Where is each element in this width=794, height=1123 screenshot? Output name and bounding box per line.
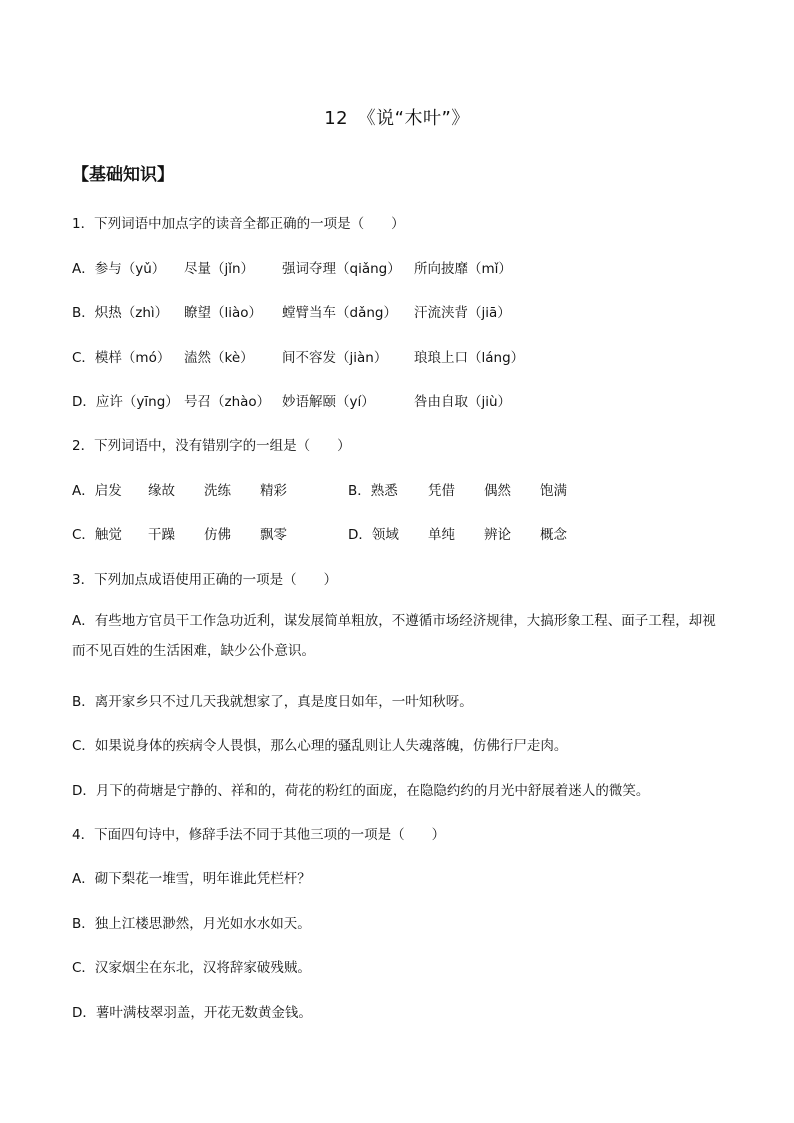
- q2-d-4: 概念: [540, 527, 567, 543]
- q2-a-2: 缘故: [148, 483, 175, 499]
- q1-c-1: C．模样（mó）: [72, 350, 171, 366]
- q2-stem: 2．下列词语中，没有错别字的一组是（ ）: [72, 438, 351, 454]
- q2-b-4: 饱满: [540, 483, 567, 499]
- q2-a-4: 精彩: [260, 483, 287, 499]
- q1-d-4: 咎由自取（jiù）: [414, 394, 512, 410]
- q4-option-d: D．薯叶满枝翠羽盖，开花无数黄金钱。: [72, 1005, 312, 1021]
- q1-c-2: 溘然（kè）: [184, 350, 254, 366]
- q2-c-1: C．触觉: [72, 527, 122, 543]
- q2-d-1: D．领域: [348, 527, 399, 543]
- q1-d-2: 号召（zhào）: [184, 394, 271, 410]
- q1-d-3: 妙语解颐（yí）: [282, 394, 375, 410]
- q2-c-2: 干躁: [148, 527, 175, 543]
- q1-b-3: 螳臂当车（dǎng）: [282, 305, 397, 321]
- q1-stem: 1．下列词语中加点字的读音全都正确的一项是（ ）: [72, 216, 405, 232]
- q2-a-3: 洗练: [204, 483, 231, 499]
- q3-stem: 3．下列加点成语使用正确的一项是（ ）: [72, 572, 338, 588]
- q2-options-cd: [72, 523, 567, 543]
- q3-option-a: A．有些地方官员干工作急功近利，谋发展简单粗放，不遵循市场经济规律，大搞形象工程、面子工程，却视而不见百姓的生活困难，缺少公仆意识。: [72, 613, 716, 659]
- q1-a-4: 所向披靡（mǐ）: [414, 261, 512, 277]
- q4-option-c: C．汉家烟尘在东北，汉将辞家破残贼。: [72, 960, 311, 976]
- q2-c-3: 仿佛: [204, 527, 231, 543]
- q4-option-a: A．砌下梨花一堆雪，明年谁此凭栏杆？: [72, 871, 311, 887]
- q3-option-d: D．月下的荷塘是宁静的、祥和的，荷花的粉红的面庞，在隐隐约约的月光中舒展着迷人的微笑。: [72, 783, 650, 799]
- q3-option-c: C．如果说身体的疾病令人畏惧，那么心理的骚乱则让人失魂落魄，仿佛行尸走肉。: [72, 738, 568, 754]
- q1-c-3: 间不容发（jiàn）: [282, 350, 388, 366]
- q1-b-4: 汗流浃背（jiā）: [414, 305, 511, 321]
- q1-option-b: [72, 301, 511, 321]
- q1-c-4: 琅琅上口（láng）: [414, 350, 525, 366]
- q1-option-c: [72, 346, 524, 366]
- q2-options-ab: [72, 479, 567, 499]
- q1-option-a: [72, 257, 512, 277]
- q1-b-2: 瞭望（liào）: [184, 305, 263, 321]
- q1-option-d: [72, 390, 511, 410]
- q1-a-3: 强词夺理（qiǎng）: [282, 261, 401, 277]
- q2-b-3: 偶然: [484, 483, 511, 499]
- section-heading: 【基础知识】: [72, 165, 174, 185]
- page-title: 12 《说“木叶”》: [324, 108, 470, 129]
- q2-b-1: B．熟悉: [348, 483, 398, 499]
- q1-b-1: B．炽热（zhì）: [72, 305, 169, 321]
- q2-d-3: 辨论: [484, 527, 511, 543]
- q2-a-1: A．启发: [72, 483, 122, 499]
- q2-c-4: 飘零: [260, 527, 287, 543]
- q1-d-1: D．应许（yīng）: [72, 394, 179, 410]
- q3-option-b: B．离开家乡只不过几天我就想家了，真是度日如年，一叶知秋呀。: [72, 694, 473, 710]
- q1-a-2: 尽量（jǐn）: [184, 261, 255, 277]
- q4-option-b: B．独上江楼思渺然，月光如水水如天。: [72, 916, 311, 932]
- q4-stem: 4．下面四句诗中，修辞手法不同于其他三项的一项是（ ）: [72, 827, 446, 843]
- q1-a-1: A．参与（yǔ）: [72, 261, 166, 277]
- q2-b-2: 凭借: [428, 483, 455, 499]
- q2-d-2: 单纯: [428, 527, 455, 543]
